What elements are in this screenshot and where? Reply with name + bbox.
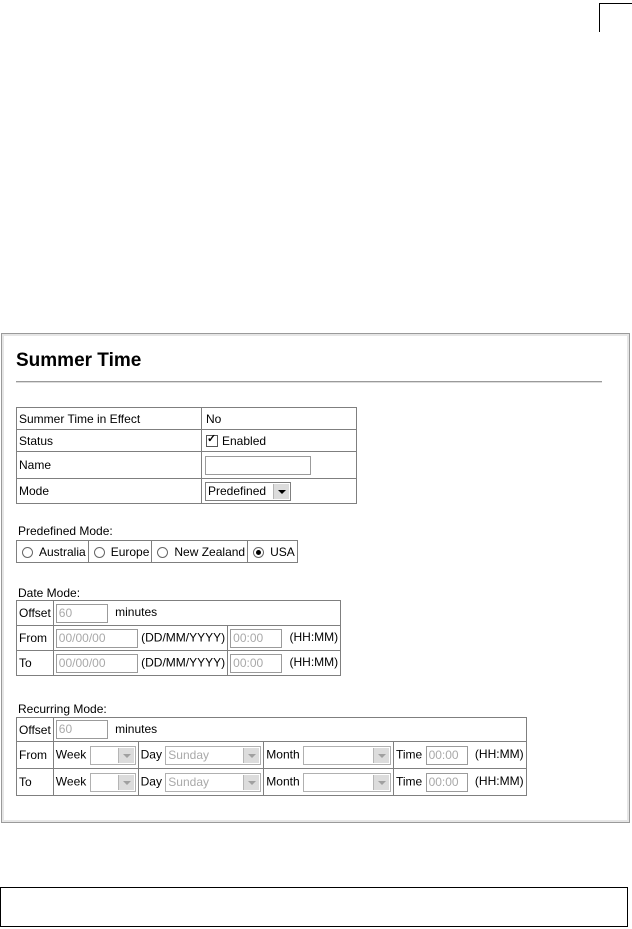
date-from-time-cell [228,626,341,651]
enabled-checkbox[interactable] [206,435,218,447]
chevron-down-icon [243,748,259,763]
radio-label-europe: Europe [110,544,150,559]
recurring-to-week-select[interactable] [90,773,136,792]
date-from-time-hint: (HH:MM) [289,630,339,645]
recurring-to-time-input[interactable]: 00:00 [426,773,468,792]
predefined-heading: Predefined Mode: [18,524,113,538]
recurring-from-label: From [17,742,54,769]
radio-australia[interactable] [22,547,33,558]
page-title: Summer Time [16,350,142,371]
name-input[interactable] [205,456,311,475]
mode-select-value: Predefined [208,483,267,498]
recurring-to-day-select[interactable] [165,773,261,792]
recurring-heading: Recurring Mode: [18,702,107,716]
table-row [17,430,357,452]
summary-table [16,407,357,504]
recurring-offset-label: Offset [17,718,54,742]
recurring-from-month-cell [264,742,394,769]
recurring-to-time-hint: (HH:MM) [474,774,524,789]
in-effect-value: No [202,408,357,430]
name-label: Name [17,452,202,479]
recurring-from-day-select[interactable] [165,746,261,765]
recurring-from-time-hint: (HH:MM) [474,747,524,762]
radio-option-new-zealand[interactable] [152,541,248,563]
radio-label-usa: USA [270,544,295,559]
chevron-down-icon [118,748,134,763]
recurring-from-time-cell [394,742,527,769]
date-from-label: From [17,626,54,651]
table-row [17,601,341,626]
recurring-to-day-cell [138,769,264,796]
recurring-from-time-input[interactable]: 00:00 [426,746,468,765]
recurring-to-label: To [17,769,54,796]
date-to-date-cell [53,651,227,676]
date-offset-cell [53,601,340,626]
recurring-to-time-label: Time [396,774,423,789]
recurring-to-week-label: Week [55,774,87,789]
radio-label-new-zealand: New Zealand [174,544,246,559]
recurring-offset-cell [53,718,526,742]
date-from-time-input[interactable]: 00:00 [230,629,282,648]
table-row [17,479,357,504]
bottom-empty-box [0,887,628,927]
radio-label-australia: Australia [39,544,86,559]
mode-select[interactable] [205,482,291,501]
date-offset-label: Offset [17,601,54,626]
recurring-from-month-select[interactable] [303,746,391,765]
recurring-from-day-cell [138,742,264,769]
date-from-date-cell [53,626,227,651]
table-row [17,626,341,651]
recurring-from-week-label: Week [55,747,87,762]
date-to-time-hint: (HH:MM) [289,655,339,670]
in-effect-label: Summer Time in Effect [17,408,202,430]
summer-time-panel [1,333,630,823]
date-from-date-hint: (DD/MM/YYYY) [141,630,226,645]
recurring-to-day-label: Day [140,774,162,789]
recurring-to-week-cell [53,769,138,796]
date-from-date-input[interactable]: 00/00/00 [56,629,138,648]
recurring-to-month-cell [264,769,394,796]
enabled-label: Enabled [222,433,267,448]
page-corner-mark [599,3,632,32]
table-row [17,651,341,676]
recurring-from-week-cell [53,742,138,769]
radio-option-australia[interactable] [17,541,89,563]
recurring-to-month-select[interactable] [303,773,391,792]
date-to-label: To [17,651,54,676]
date-mode-heading: Date Mode: [18,586,81,600]
recurring-to-month-label: Month [266,774,300,789]
date-to-date-input[interactable]: 00/00/00 [56,654,138,673]
recurring-from-day-value: Sunday [168,747,209,762]
recurring-from-time-label: Time [396,747,423,762]
recurring-from-day-label: Day [140,747,162,762]
name-cell [202,452,357,479]
recurring-to-time-cell [394,769,527,796]
date-mode-table [16,600,341,676]
radio-option-usa[interactable] [248,541,298,563]
recurring-offset-input[interactable]: 60 [56,720,108,739]
title-divider [16,381,602,383]
status-label: Status [17,430,202,452]
predefined-radio-group [16,540,298,563]
recurring-from-week-select[interactable] [90,746,136,765]
recurring-offset-unit: minutes [115,721,158,736]
chevron-down-icon [373,748,389,763]
table-row [17,742,527,769]
date-to-date-hint: (DD/MM/YYYY) [141,655,226,670]
radio-new-zealand[interactable] [157,547,168,558]
mode-label: Mode [17,479,202,504]
chevron-down-icon [118,775,134,790]
chevron-down-icon [273,484,289,499]
date-to-time-input[interactable]: 00:00 [230,654,282,673]
recurring-from-month-label: Month [266,747,300,762]
chevron-down-icon [243,775,259,790]
date-offset-unit: minutes [115,605,158,620]
recurring-mode-table [16,717,527,796]
table-row [17,718,527,742]
date-to-time-cell [228,651,341,676]
date-offset-input[interactable]: 60 [56,604,108,623]
radio-option-europe[interactable] [88,541,152,563]
mode-cell [202,479,357,504]
table-row [17,541,298,563]
chevron-down-icon [373,775,389,790]
recurring-to-day-value: Sunday [168,774,209,789]
radio-europe[interactable] [94,547,105,558]
table-row [17,769,527,796]
status-cell [202,430,357,452]
table-row [17,452,357,479]
table-row [17,408,357,430]
radio-usa[interactable] [253,547,264,558]
